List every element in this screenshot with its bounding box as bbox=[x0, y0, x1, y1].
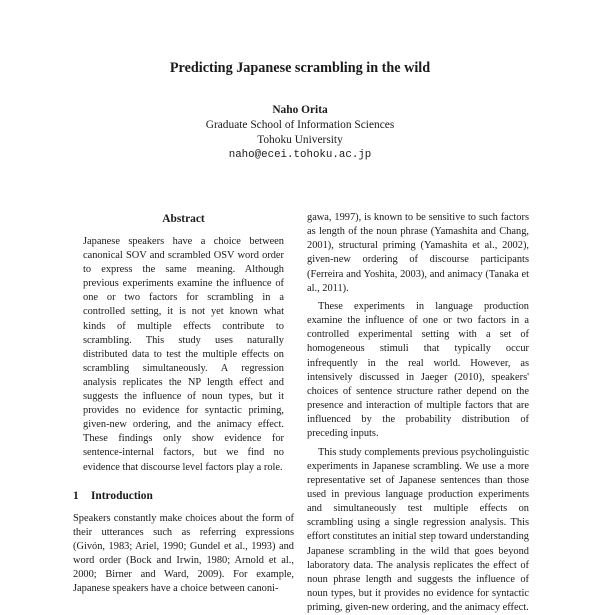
author-email: naho@ecei.tohoku.ac.jp bbox=[0, 148, 600, 163]
paper-title: Predicting Japanese scrambling in the wild bbox=[0, 60, 600, 77]
right-column bbox=[307, 211, 529, 615]
introduction-paragraph-3: This study complements previous psycholinguistic experiments in Japanese scrambling. We use a more representative set of Japanese sentences than those used in previous language production experiments and simultaneously test multiple effects on scrambling using a single regression analysis. This effort constitutes an initial step toward understanding Japanese scrambling in the wild that goes beyond laboratory data. The analysis replicates the effect of noun phrase length and suggests the influence of noun types, but it provides no evidence for syntactic priming, given-new ordering, and the animacy effect. bbox=[307, 446, 529, 615]
introduction-paragraph-1: gawa, 1997), is known to be sensitive to such factors as length of the noun phrase (Yamashita and Chang, 2001), structural priming (Yamashita et al., 2002), given-new ordering of discourse participants (Ferreira and Yoshita, 2003), and animacy (Tanaka et al., 2011). bbox=[307, 211, 529, 296]
abstract-text: Japanese speakers have a choice between canonical SOV and scrambled OSV word order to express the same meaning. Although previous experiments examine the influence of one or two factors for scrambling in a controlled setting, it is not yet known what kinds of multiple effects contribute to scrambling. This study uses naturally distributed data to test the multiple effects on scrambling simultaneously. A regression analysis replicates the NP length effect and suggests the influence of noun types, but it provides no evidence for syntactic priming, given-new ordering, and the animacy effect. These findings only show evidence for sentence-internal factors, but we find no evidence that discourse level factors play a role. bbox=[83, 235, 284, 475]
introduction-paragraph-2: These experiments in language production examine the influence of one or two factors in a controlled experimental setting with a set of homogeneous stimuli that typically occur infrequently in the real world. However, as intensively discussed in Jaeger (2010), speakers' choices of sentence structure rather depend on the presence and interaction of multiple factors that are influenced by the probability distribution of preceding inputs. bbox=[307, 300, 529, 442]
introduction-text-left: Speakers constantly make choices about the form of their utterances such as referring expressions (Givón, 1983; Ariel, 1990; Gundel et al., 1993) and word order (Bock and Irwin, 1980; Arnold et al., 2000; Birner and Ward, 2009). For example, Japanese speakers have a choice between canoni- bbox=[73, 512, 294, 597]
introduction-heading bbox=[73, 490, 294, 502]
section-number: 1 bbox=[73, 490, 91, 502]
author-block bbox=[0, 103, 600, 163]
affiliation-line-1: Graduate School of Information Sciences bbox=[0, 118, 600, 133]
section-title: Introduction bbox=[91, 490, 153, 502]
affiliation-line-2: Tohoku University bbox=[0, 133, 600, 148]
author-name: Naho Orita bbox=[0, 103, 600, 118]
abstract-heading: Abstract bbox=[73, 213, 294, 225]
left-column bbox=[73, 213, 294, 597]
